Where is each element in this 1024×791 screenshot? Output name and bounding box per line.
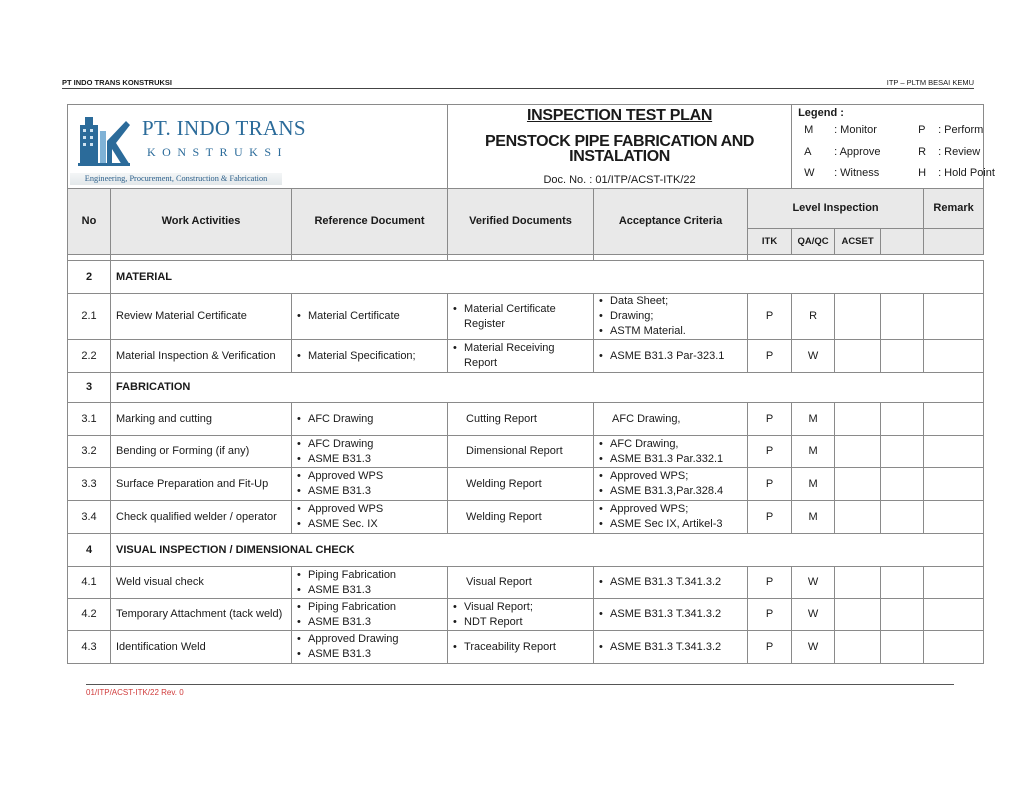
acceptance-criteria-item: • Approved WPS; bbox=[599, 469, 742, 484]
section-row bbox=[68, 373, 984, 403]
verified-document bbox=[448, 340, 594, 373]
col-no: No bbox=[68, 189, 111, 255]
row-number: 3.3 bbox=[68, 468, 111, 501]
work-activity: Marking and cutting bbox=[111, 403, 292, 436]
verified-document: Welding Report bbox=[448, 468, 594, 501]
acceptance-criteria-item: • ASME B31.3 T.341.3.2 bbox=[599, 575, 742, 590]
reference-document bbox=[292, 340, 448, 373]
acceptance-criteria bbox=[594, 294, 748, 340]
reference-document-item: • ASME B31.3 bbox=[297, 583, 442, 598]
col-acset: ACSET bbox=[835, 229, 881, 255]
acceptance-criteria-item: • ASME B31.3 T.341.3.2 bbox=[599, 607, 742, 622]
reference-document-item: • Material Specification; bbox=[297, 349, 442, 364]
verified-document bbox=[448, 599, 594, 631]
acceptance-criteria bbox=[594, 567, 748, 599]
reference-document-item: • AFC Drawing bbox=[297, 412, 442, 427]
legend-k2: P bbox=[918, 124, 926, 136]
col-level-inspection: Level Inspection bbox=[748, 189, 924, 229]
legend-v1: : Approve bbox=[834, 145, 881, 158]
reference-document-item: • Piping Fabrication bbox=[297, 568, 442, 583]
row-number: 2.2 bbox=[68, 340, 111, 373]
row-number: 3.1 bbox=[68, 403, 111, 436]
legend-v1: : Witness bbox=[834, 167, 880, 179]
level-qaqc: M bbox=[792, 501, 835, 534]
legend-k1: M bbox=[804, 124, 814, 136]
work-activity: Weld visual check bbox=[111, 567, 292, 599]
footer-doc-revision: 01/ITP/ACST-ITK/22 Rev. 0 bbox=[86, 688, 184, 697]
legend-row bbox=[798, 120, 984, 142]
work-activity: Check qualified welder / operator bbox=[111, 501, 292, 534]
remark bbox=[924, 501, 984, 534]
work-activity: Review Material Certificate bbox=[111, 294, 292, 340]
level-extra bbox=[881, 468, 924, 501]
remark bbox=[924, 294, 984, 340]
verified-document-item: • Traceability Report bbox=[453, 640, 588, 655]
level-acset bbox=[835, 468, 881, 501]
remark bbox=[924, 468, 984, 501]
building-logo-icon bbox=[76, 111, 132, 167]
level-extra bbox=[881, 501, 924, 534]
legend-v1: : Monitor bbox=[834, 124, 877, 136]
verified-document: Dimensional Report bbox=[448, 436, 594, 468]
company-logo bbox=[72, 109, 306, 184]
col-remark-blank bbox=[924, 229, 984, 255]
remark bbox=[924, 631, 984, 664]
title-cell bbox=[448, 105, 792, 189]
document-subtitle: PENSTOCK PIPE FABRICATION AND INSTALATION bbox=[485, 132, 755, 165]
acceptance-criteria-item: • Data Sheet; bbox=[599, 294, 742, 309]
level-extra bbox=[881, 567, 924, 599]
acceptance-criteria bbox=[594, 468, 748, 501]
legend-k2: R bbox=[918, 145, 927, 158]
level-itk: P bbox=[748, 567, 792, 599]
col-work-activities: Work Activities bbox=[111, 189, 292, 255]
acceptance-criteria-item: • AFC Drawing, bbox=[599, 437, 742, 452]
legend-row bbox=[798, 163, 995, 185]
col-itk: ITK bbox=[748, 229, 792, 255]
reference-document bbox=[292, 468, 448, 501]
legend-v2: : Hold Point bbox=[938, 167, 995, 179]
section-row bbox=[68, 534, 984, 567]
section-title: VISUAL INSPECTION / DIMENSIONAL CHECK bbox=[111, 534, 984, 567]
remark bbox=[924, 436, 984, 468]
reference-document bbox=[292, 403, 448, 436]
verified-document: Visual Report bbox=[448, 567, 594, 599]
level-itk: P bbox=[748, 294, 792, 340]
work-activity: Identification Weld bbox=[111, 631, 292, 664]
level-acset bbox=[835, 631, 881, 664]
level-acset bbox=[835, 403, 881, 436]
remark bbox=[924, 340, 984, 373]
reference-document-item: • ASME B31.3 bbox=[297, 452, 442, 467]
level-qaqc: M bbox=[792, 436, 835, 468]
level-extra bbox=[881, 403, 924, 436]
acceptance-criteria-item: • Drawing; bbox=[599, 309, 742, 324]
verified-document-item: • Material Receiving Report bbox=[453, 341, 588, 371]
level-itk: P bbox=[748, 631, 792, 664]
row-number: 4.1 bbox=[68, 567, 111, 599]
table-row bbox=[68, 631, 984, 664]
project-header: ITP – PLTM BESAI KEMU bbox=[886, 78, 974, 87]
title-block bbox=[68, 105, 984, 189]
col-remark: Remark bbox=[924, 189, 984, 229]
legend-title: Legend : bbox=[798, 107, 844, 119]
remark bbox=[924, 599, 984, 631]
acceptance-criteria bbox=[594, 599, 748, 631]
table-row bbox=[68, 599, 984, 631]
reference-document-item: • Approved WPS bbox=[297, 502, 442, 517]
row-number: 4.3 bbox=[68, 631, 111, 664]
level-itk: P bbox=[748, 436, 792, 468]
reference-document bbox=[292, 436, 448, 468]
verified-document bbox=[448, 294, 594, 340]
header-divider bbox=[62, 88, 974, 89]
col-verified-documents: Verified Documents bbox=[448, 189, 594, 255]
row-number: 3.4 bbox=[68, 501, 111, 534]
level-qaqc: W bbox=[792, 567, 835, 599]
level-extra bbox=[881, 294, 924, 340]
level-itk: P bbox=[748, 599, 792, 631]
reference-document-item: • Approved WPS bbox=[297, 469, 442, 484]
acceptance-criteria-item: • ASME B31.3 Par-323.1 bbox=[599, 349, 742, 364]
table-row bbox=[68, 501, 984, 534]
document-title: INSPECTION TEST PLAN bbox=[526, 106, 713, 124]
table-row bbox=[68, 436, 984, 468]
row-number: 2.1 bbox=[68, 294, 111, 340]
row-number: 3.2 bbox=[68, 436, 111, 468]
legend-k2: H bbox=[918, 167, 927, 179]
reference-document bbox=[292, 294, 448, 340]
col-qaqc: QA/QC bbox=[792, 229, 835, 255]
col-acceptance-criteria: Acceptance Criteria bbox=[594, 189, 748, 255]
col-reference-document: Reference Document bbox=[292, 189, 448, 255]
work-activity: Surface Preparation and Fit-Up bbox=[111, 468, 292, 501]
itp-table bbox=[67, 104, 995, 664]
reference-document-item: • Piping Fabrication bbox=[297, 600, 442, 615]
section-number: 4 bbox=[68, 534, 111, 567]
reference-document-item: • Approved Drawing bbox=[297, 632, 442, 647]
table-row bbox=[68, 468, 984, 501]
document-number: Doc. No. : 01/ITP/ACST-ITK/22 bbox=[543, 173, 696, 186]
verified-document-item: • Visual Report; bbox=[453, 600, 588, 615]
level-extra bbox=[881, 599, 924, 631]
level-qaqc: W bbox=[792, 340, 835, 373]
reference-document-item: • ASME Sec. IX bbox=[297, 517, 442, 532]
level-acset bbox=[835, 294, 881, 340]
acceptance-criteria-item: • ASTM Material. bbox=[599, 324, 742, 339]
work-activity: Temporary Attachment (tack weld) bbox=[111, 599, 292, 631]
acceptance-criteria-item: • ASME B31.3,Par.328.4 bbox=[599, 484, 742, 499]
level-qaqc: M bbox=[792, 403, 835, 436]
level-itk: P bbox=[748, 340, 792, 373]
remark bbox=[924, 403, 984, 436]
verified-document: Welding Report bbox=[448, 501, 594, 534]
verified-document bbox=[448, 631, 594, 664]
legend-k1: W bbox=[804, 167, 815, 179]
reference-document bbox=[292, 567, 448, 599]
section-row bbox=[68, 261, 984, 294]
acceptance-criteria-item: • ASME B31.3 T.341.3.2 bbox=[599, 640, 742, 655]
acceptance-criteria bbox=[594, 340, 748, 373]
acceptance-criteria bbox=[594, 436, 748, 468]
legend-k1: A bbox=[804, 145, 812, 158]
section-title: FABRICATION bbox=[111, 373, 984, 403]
level-qaqc: R bbox=[792, 294, 835, 340]
level-qaqc: M bbox=[792, 468, 835, 501]
level-extra bbox=[881, 631, 924, 664]
table-row bbox=[68, 340, 984, 373]
row-number: 4.2 bbox=[68, 599, 111, 631]
level-itk: P bbox=[748, 501, 792, 534]
section-title: MATERIAL bbox=[111, 261, 984, 294]
table-row bbox=[68, 403, 984, 436]
acceptance-criteria-item: • ASME B31.3 Par.332.1 bbox=[599, 452, 742, 467]
reference-document bbox=[292, 631, 448, 664]
table-row bbox=[68, 294, 984, 340]
logo-cell bbox=[68, 105, 448, 189]
level-itk: P bbox=[748, 468, 792, 501]
verified-document-item: • Material Certificate Register bbox=[453, 302, 588, 332]
reference-document-item: • ASME B31.3 bbox=[297, 484, 442, 499]
legend bbox=[792, 105, 995, 189]
legend-v2: : Perform bbox=[938, 124, 984, 136]
acceptance-criteria: AFC Drawing, bbox=[594, 403, 748, 436]
logo-tagline: Engineering, Procurement, Construction & Fabrication bbox=[70, 173, 282, 185]
acceptance-criteria-item: • ASME Sec IX, Artikel-3 bbox=[599, 517, 742, 532]
acceptance-criteria bbox=[594, 501, 748, 534]
legend-row bbox=[798, 142, 979, 164]
reference-document-item: • Material Certificate bbox=[297, 309, 442, 324]
level-extra bbox=[881, 436, 924, 468]
logo-company-name: PT. INDO TRANS bbox=[142, 116, 306, 140]
verified-document: Cutting Report bbox=[448, 403, 594, 436]
reference-document-item: • AFC Drawing bbox=[297, 437, 442, 452]
level-extra bbox=[881, 340, 924, 373]
work-activity: Bending or Forming (if any) bbox=[111, 436, 292, 468]
work-activity: Material Inspection & Verification bbox=[111, 340, 292, 373]
section-number: 3 bbox=[68, 373, 111, 403]
section-number: 2 bbox=[68, 261, 111, 294]
col-blank bbox=[881, 229, 924, 255]
level-acset bbox=[835, 340, 881, 373]
acceptance-criteria bbox=[594, 631, 748, 664]
level-itk: P bbox=[748, 403, 792, 436]
reference-document-item: • ASME B31.3 bbox=[297, 647, 442, 662]
footer-divider bbox=[86, 684, 954, 685]
level-qaqc: W bbox=[792, 631, 835, 664]
level-acset bbox=[835, 501, 881, 534]
reference-document-item: • ASME B31.3 bbox=[297, 615, 442, 630]
column-header-row bbox=[68, 189, 984, 229]
legend-v2: : Review bbox=[938, 145, 981, 158]
logo-company-subname: KONSTRUKSI bbox=[147, 145, 289, 159]
level-acset bbox=[835, 436, 881, 468]
remark bbox=[924, 567, 984, 599]
level-acset bbox=[835, 599, 881, 631]
reference-document bbox=[292, 501, 448, 534]
level-qaqc: W bbox=[792, 599, 835, 631]
reference-document bbox=[292, 599, 448, 631]
company-header: PT INDO TRANS KONSTRUKSI bbox=[62, 78, 173, 87]
acceptance-criteria-item: • Approved WPS; bbox=[599, 502, 742, 517]
table-row bbox=[68, 567, 984, 599]
level-acset bbox=[835, 567, 881, 599]
verified-document-item: • NDT Report bbox=[453, 615, 588, 630]
